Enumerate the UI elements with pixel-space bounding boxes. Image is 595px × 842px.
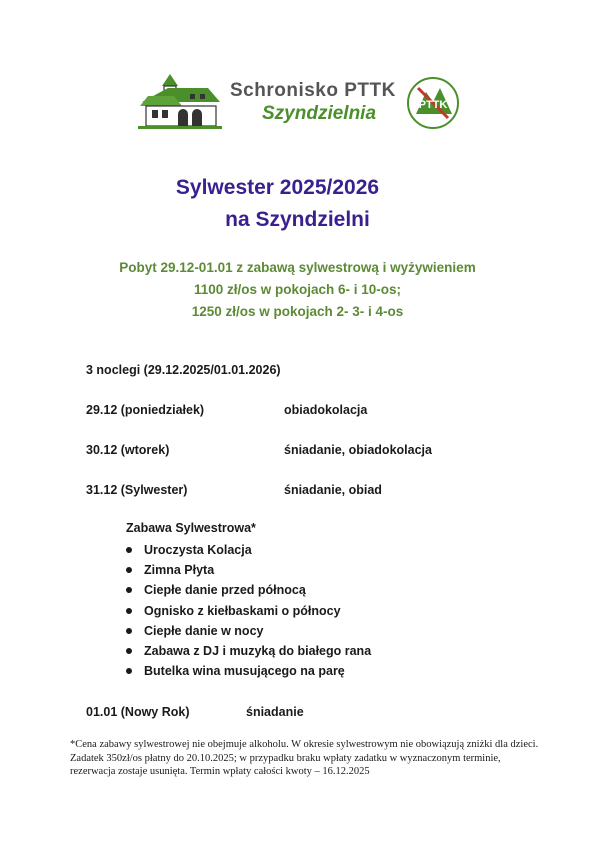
stay-description: Pobyt 29.12-01.01 z zabawą sylwestrową i wyżywieniem — [119, 260, 476, 275]
bullet-icon — [126, 668, 132, 674]
day-meals: śniadanie, obiadokolacja — [284, 443, 432, 457]
bullet-icon — [126, 587, 132, 593]
list-item — [126, 580, 371, 600]
bullet-icon — [126, 648, 132, 654]
party-title: Zabawa Sylwestrowa* — [126, 521, 256, 535]
page-title-line1: Sylwester 2025/2026 — [175, 176, 380, 199]
bullet-icon — [126, 567, 132, 573]
day-date: 31.12 (Sylwester) — [86, 483, 188, 497]
list-item-label: Zabawa z DJ i muzyką do białego rana — [144, 644, 372, 659]
alcohol-note: *Cena zabawy sylwestrowej nie obejmuje alkoholu. W okresie sylwestrowym nie obowiązują zniżki dla dzieci. — [70, 739, 539, 750]
day-date: 30.12 (wtorek) — [86, 443, 170, 457]
list-item-label: Butelka wina musującego na parę — [144, 664, 345, 679]
list-item — [126, 540, 371, 560]
new-year-meals: śniadanie — [246, 705, 304, 719]
nights-info: 3 noclegi (29.12.2025/01.01.2026) — [86, 363, 281, 377]
list-item-label: Ciepłe danie przed północą — [144, 583, 306, 598]
badge-text: PTTK — [418, 99, 448, 111]
list-item — [126, 560, 371, 580]
new-year-date: 01.01 (Nowy Rok) — [86, 705, 190, 719]
list-item-label: Ciepłe danie w nocy — [144, 623, 264, 638]
pttk-badge-icon — [406, 76, 460, 130]
price-line-large-rooms: 1100 zł/os w pokojach 6- i 10-os; — [193, 282, 402, 297]
list-item-label: Zimna Płyta — [144, 563, 215, 578]
bullet-icon — [126, 608, 132, 614]
list-item — [126, 601, 371, 621]
footer-notes — [70, 738, 540, 779]
page-title-line2: na Szyndzielni — [225, 208, 370, 231]
logo-line-shelter: Schronisko PTTK — [230, 80, 396, 101]
price-line-small-rooms: 1250 zł/os w pokojach 2- 3- i 4-os — [191, 304, 404, 319]
day-meals: obiadokolacja — [284, 403, 368, 417]
day-date: 29.12 (poniedziałek) — [86, 403, 205, 417]
list-item — [126, 621, 371, 641]
list-item-label: Ognisko z kiełbaskami o północy — [144, 603, 341, 618]
list-item-label: Uroczysta Kolacja — [144, 543, 252, 557]
list-item — [126, 661, 371, 681]
party-list — [126, 540, 371, 681]
day-meals: śniadanie, obiad — [284, 483, 382, 497]
logo-wordmark — [230, 80, 400, 126]
bullet-icon — [126, 547, 132, 553]
shelter-house-icon — [138, 72, 222, 130]
bullet-icon — [126, 628, 132, 634]
deposit-note: Zadatek 350zł/os płatny do 20.10.2025; w przypadku braku wpłaty zadatku w wyznaczonym terminie, rezerwacja zostaje usunięta. Termin wpłaty całości kwoty – 16.12.2025 — [70, 752, 501, 777]
logo-line-name: Szyndzielnia — [262, 103, 377, 124]
list-item — [126, 641, 371, 661]
